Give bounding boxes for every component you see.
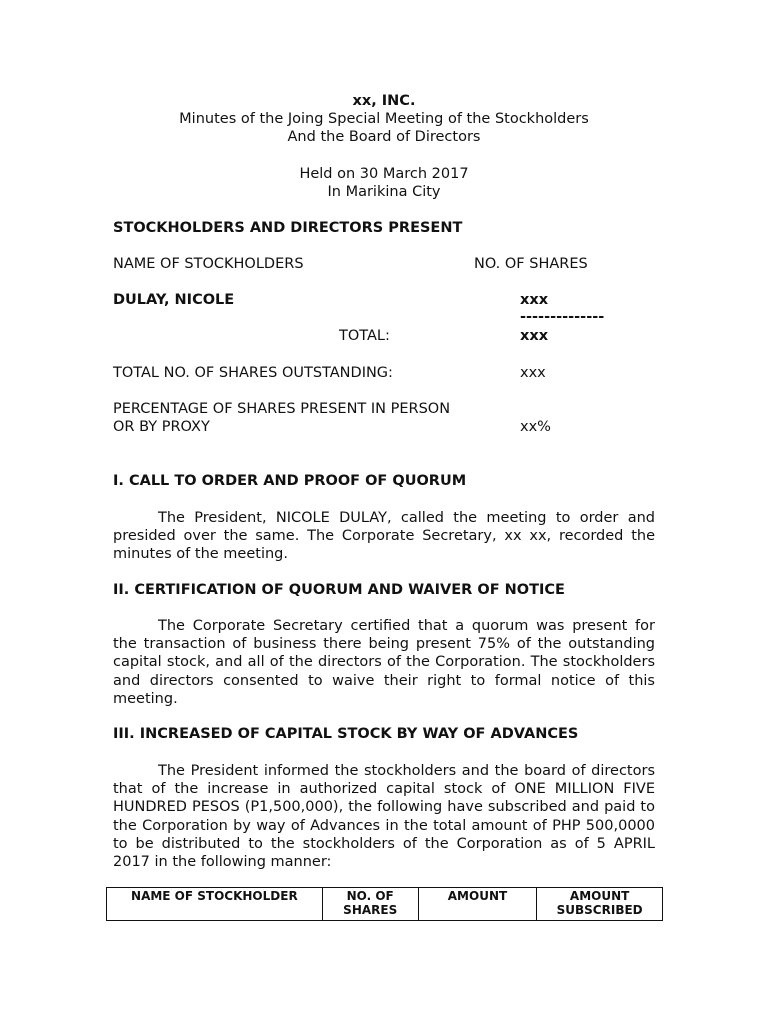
present-heading: STOCKHOLDERS AND DIRECTORS PRESENT xyxy=(113,220,463,236)
company-name: xx, INC. xyxy=(352,93,416,109)
section-3-heading: III. INCREASED OF CAPITAL STOCK BY WAY OF ADVANCES xyxy=(113,726,579,742)
meeting-date: Held on 30 March 2017 xyxy=(299,166,469,182)
table-header-row xyxy=(107,888,663,921)
meeting-location: In Marikina City xyxy=(327,184,441,200)
document-title-line-2: And the Board of Directors xyxy=(287,129,481,145)
table-header-shares: NO. OF SHARES xyxy=(322,888,418,921)
stockholder-name: DULAY, NICOLE xyxy=(113,292,235,308)
section-1-paragraph: The President, NICOLE DULAY, called the meeting to order and presided over the same. The Corporate Secretary, xx xx, recorded the minutes of the meeting. xyxy=(113,510,655,563)
subscription-table xyxy=(106,887,663,921)
percentage-label-line-2: OR BY PROXY xyxy=(113,419,210,435)
percentage-label-line-1: PERCENTAGE OF SHARES PRESENT IN PERSON xyxy=(113,401,451,417)
section-1-heading: I. CALL TO ORDER AND PROOF OF QUORUM xyxy=(113,473,467,489)
total-separator-line: -------------- xyxy=(520,309,605,325)
outstanding-shares-label: TOTAL NO. OF SHARES OUTSTANDING: xyxy=(113,365,393,381)
table-header-amount-subscribed: AMOUNT SUBSCRIBED xyxy=(537,888,663,921)
section-2-paragraph: The Corporate Secretary certified that a quorum was present for the transaction of business there being present 75% of the outstanding capital stock, and all of the directors of the Corporation. The stockholders and directors consented to waive their right to formal notice of this meeting. xyxy=(113,618,655,707)
outstanding-shares-value: xxx xyxy=(520,365,546,381)
table-header-stockholder: NAME OF STOCKHOLDER xyxy=(107,888,323,921)
column-label-stockholders: NAME OF STOCKHOLDERS xyxy=(113,256,304,272)
total-value: xxx xyxy=(520,328,549,344)
stockholder-shares: xxx xyxy=(520,292,549,308)
percentage-value: xx% xyxy=(520,419,551,435)
section-2-heading: II. CERTIFICATION OF QUORUM AND WAIVER OF NOTICE xyxy=(113,582,565,598)
table-header-amount: AMOUNT xyxy=(418,888,537,921)
section-3-paragraph: The President informed the stockholders and the board of directors that of the increase in authorized capital stock of ONE MILLION FIVE HUNDRED PESOS (P1,500,000), the following have subscribed and paid to the Corporation by way of Advances in the total amount of PHP 500,0000 to be distributed to the stockholders of the Corporation as of 5 APRIL 2017 in the following manner: xyxy=(113,763,655,871)
total-label: TOTAL: xyxy=(339,328,390,344)
column-label-shares: NO. OF SHARES xyxy=(474,256,588,272)
document-title-line-1: Minutes of the Joing Special Meeting of the Stockholders xyxy=(179,111,589,127)
